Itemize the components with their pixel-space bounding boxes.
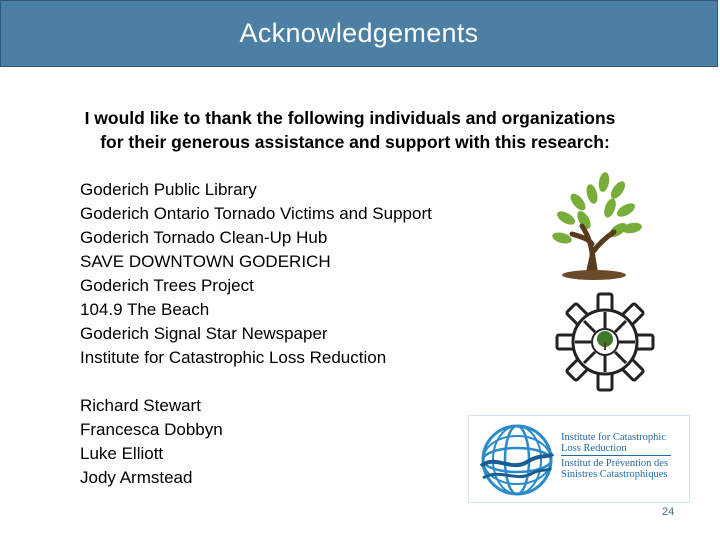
page-number: 24 <box>662 506 675 518</box>
iclr-logo <box>468 415 690 503</box>
intro-line-1: I would like to thank the following individuals and organizations <box>84 108 616 128</box>
individual-item: Francesca Dobbyn <box>80 420 223 439</box>
individual-list <box>80 394 223 490</box>
title-bar <box>0 0 718 67</box>
organization-item: SAVE DOWNTOWN GODERICH <box>80 252 331 271</box>
iclr-name-french: Institut de Prévention des Sinistres Catastrophiques <box>561 458 669 480</box>
organization-item: Goderich Ontario Tornado Victims and Support <box>80 204 432 223</box>
organization-item: Goderich Trees Project <box>80 276 254 295</box>
organization-list <box>80 178 432 370</box>
slide-title: Acknowledgements <box>239 18 479 48</box>
intro-line-2: for their generous assistance and support with this research: <box>100 132 610 152</box>
organization-item: Goderich Public Library <box>80 180 257 199</box>
individual-item: Jody Armstead <box>80 468 193 487</box>
individual-item: Luke Elliott <box>80 444 164 463</box>
globe-logo-icon <box>475 418 559 502</box>
gear-tree-logo-icon <box>553 290 657 394</box>
individual-item: Richard Stewart <box>80 396 201 415</box>
organization-item: Goderich Tornado Clean-Up Hub <box>80 228 328 247</box>
organization-item: 104.9 The Beach <box>80 300 210 319</box>
tree-logo-icon <box>548 172 642 284</box>
iclr-divider <box>561 455 671 456</box>
iclr-name-english: Institute for Catastrophic Loss Reduction <box>561 432 666 454</box>
organization-item: Institute for Catastrophic Loss Reduction <box>80 348 387 367</box>
organization-item: Goderich Signal Star Newspaper <box>80 324 328 343</box>
intro-text <box>0 106 700 154</box>
